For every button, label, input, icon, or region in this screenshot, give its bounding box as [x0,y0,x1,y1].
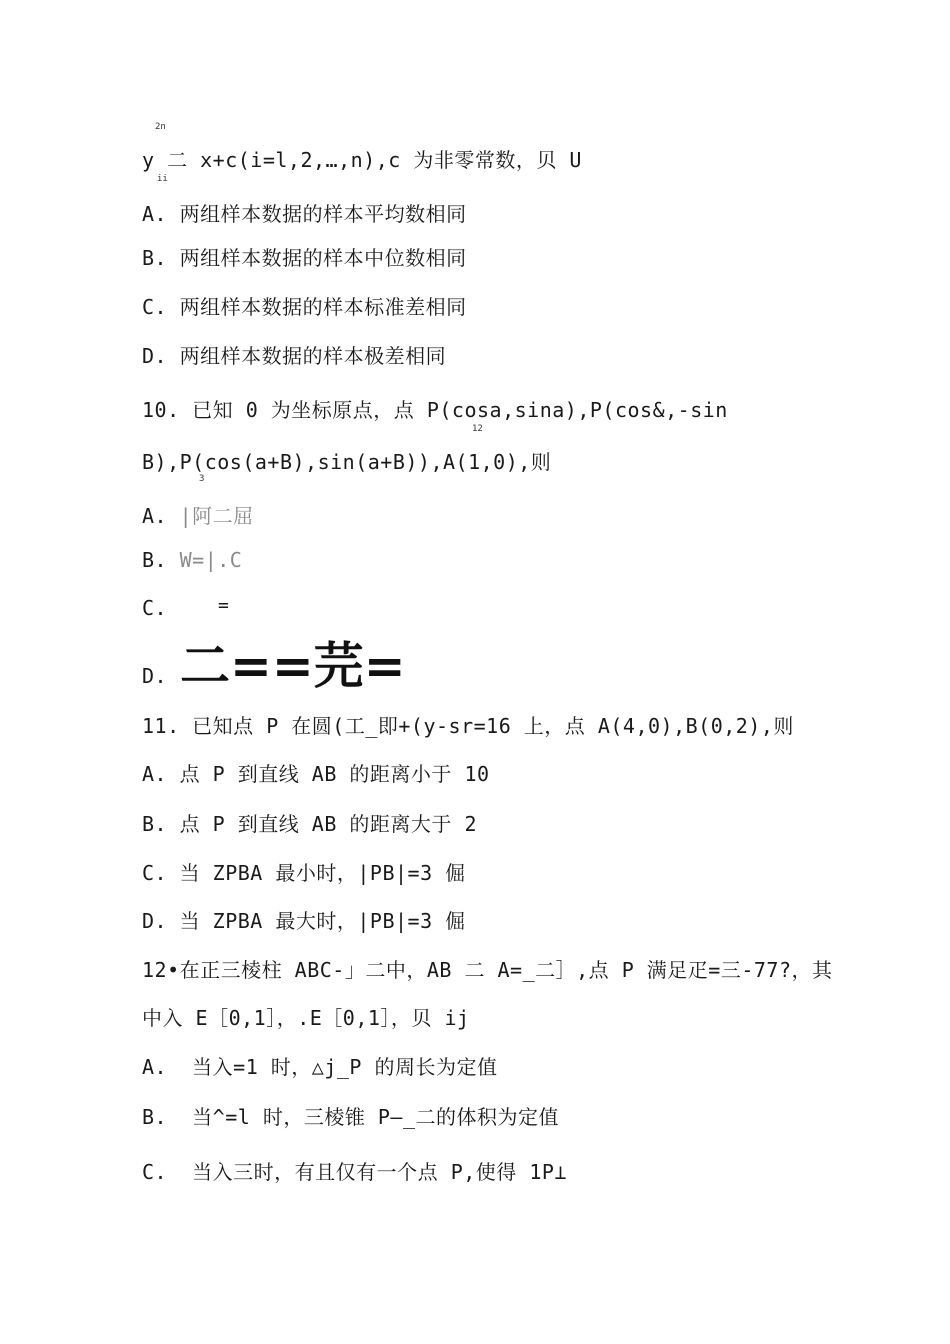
q9-option-c: C. 两组样本数据的样本标准差相同 [142,295,467,319]
q10-option-c-text: = [218,595,230,616]
q9-option-d: D. 两组样本数据的样本极差相同 [142,344,447,368]
q10-option-a-text: |阿二屈 [179,504,254,528]
q11-option-c: C. 当 ZPBA 最小时，|PB|=3 倔 [142,861,466,885]
q12-option-c: C. 当入三时，有且仅有一个点 P,使得 1P⊥ [142,1160,567,1184]
q10-option-a [142,504,254,528]
q10-subscript-3: 3 [199,474,205,484]
q12-option-b: B. 当^=l 时，三棱锥 P—_二的体积为定值 [142,1105,559,1129]
subscript-ii: ii [157,174,168,184]
q11-option-d: D. 当 ZPBA 最大时，|PB|=3 倔 [142,909,466,933]
q10-option-b-text: W=|.C [179,548,243,572]
q11-option-b: B. 点 P 到直线 AB 的距离大于 2 [142,812,477,836]
q9-option-a: A. 两组样本数据的样本平均数相同 [142,202,467,226]
q10-option-c-label: C. [142,596,168,620]
q10-option-a-label: A. [142,504,180,528]
superscript-2n: 2n [155,122,166,132]
q10-stem-line1: 10. 已知 0 为坐标原点，点 P(cosa,sina),P(cos&,-sin [142,398,728,422]
q10-option-d-label: D. [142,664,168,688]
q10-stem-line2: B),P(cos(a+B),sin(a+B)),A(1,0),则 [142,450,552,474]
q12-option-a: A. 当入=1 时，△j_P 的周长为定值 [142,1055,498,1079]
q10-option-b-label: B. [142,548,180,572]
q11-option-a: A. 点 P 到直线 AB 的距离小于 10 [142,762,490,786]
q12-stem-line2: 中入 E［0,1］，.E［0,1］，贝 ij [142,1006,470,1030]
q10-option-d-text: 二==芫= [180,637,406,695]
q10-subscript-12: 12 [472,424,483,434]
q9-stem: y 二 x+c(i=l,2,…,n),c 为非零常数，贝 U [142,148,582,172]
q11-stem: 11. 已知点 P 在圆(工_即+(y-sr=16 上，点 A(4,0),B(0,2),则 [142,714,794,738]
q10-option-b [142,548,242,572]
q12-stem-line1: 12•在正三棱柱 ABC-」二中，AB 二 A=_二］,点 P 满足疋=三-77?，其 [142,958,833,982]
q9-option-b: B. 两组样本数据的样本中位数相同 [142,246,467,270]
